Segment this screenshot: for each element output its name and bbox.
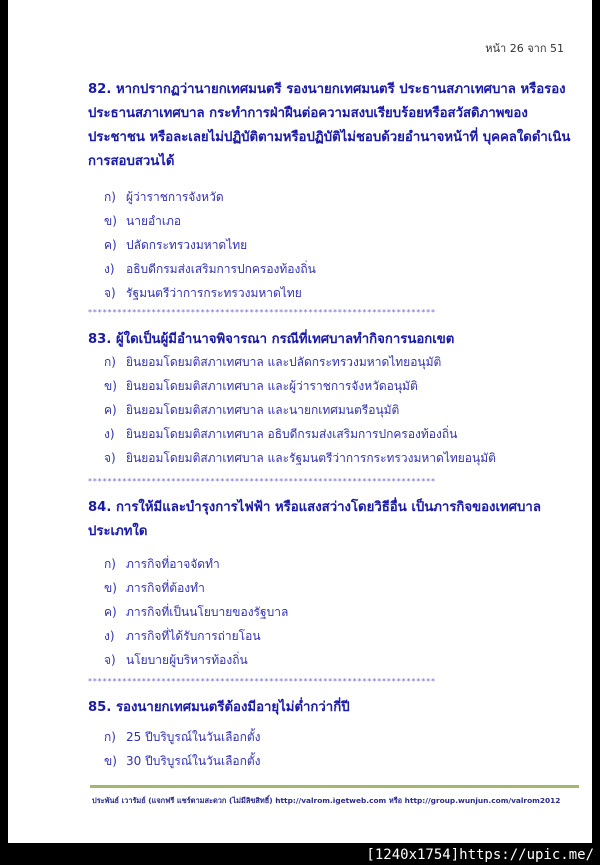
option-marker: ข) xyxy=(104,379,117,393)
option-marker: จ) xyxy=(104,286,116,300)
question-84: 84. การให้มีและบำรุงการไฟฟ้า หรือแสงสว่างโดยวิธีอื่น เป็นภารกิจของเทศบาลประเภทใด xyxy=(88,500,541,539)
option-text: 25 ปีบริบูรณ์ในวันเลือกตั้ง xyxy=(126,730,261,744)
option-text: ภารกิจที่เป็นนโยบายของรัฐบาล xyxy=(126,605,289,619)
divider: *********************************************************************** xyxy=(88,478,436,486)
question-84-options xyxy=(104,552,288,672)
option-text: ผู้ว่าราชการจังหวัด xyxy=(126,190,224,204)
question-82: 82. หากปรากฏว่านายกเทศมนตรี รองนายกเทศมนตรี ประธานสภาเทศบาล หรือรองประธานสภาเทศบาล กระทำการฝ่าฝืนต่อความสงบเรียบร้อยหรือสวัสดิภาพของประชาชน หรือละเลยไม่ปฏิบัติตามหรือปฏิบัติไม่ชอบด้วยอำนาจหน้าที่ บุคคลใดดำเนินการสอบสวนได้ xyxy=(88,82,571,169)
option-text: อธิบดีกรมส่งเสริมการปกครองท้องถิ่น xyxy=(126,262,316,276)
option xyxy=(104,749,261,773)
option-text: ยินยอมโดยมติสภาเทศบาล และปลัดกระทรวงมหาดไทยอนุมัติ xyxy=(126,355,442,369)
watermark: [1240x1754]https://upic.me/ xyxy=(366,847,594,863)
option-marker: จ) xyxy=(104,451,116,465)
footer-credit: ประพันธ์ เวารัมย์ (แจกฟรี แชร์ตามสะดวก (ไม่มีลิขสิทธิ์) http://valrom.igetweb.com หรือ http://group.wunjun.com/valrom2012 xyxy=(92,796,561,805)
option-marker: ข) xyxy=(104,214,117,228)
option xyxy=(104,281,316,305)
option xyxy=(104,446,496,470)
option-marker: ค) xyxy=(104,238,117,252)
option xyxy=(104,398,496,422)
option-marker: ก) xyxy=(104,730,116,744)
option-text: รัฐมนตรีว่าการกระทรวงมหาดไทย xyxy=(126,286,302,300)
option-text: ภารกิจที่ได้รับการถ่ายโอน xyxy=(126,629,261,643)
option xyxy=(104,233,316,257)
option xyxy=(104,600,288,624)
option-marker: ข) xyxy=(104,754,117,768)
option-text: นายอำเภอ xyxy=(126,214,182,228)
option xyxy=(104,576,288,600)
page-number: หน้า 26 จาก 51 xyxy=(485,42,564,55)
option-marker: ข) xyxy=(104,581,117,595)
option-marker: ค) xyxy=(104,605,117,619)
option-text: ภารกิจที่อาจจัดทำ xyxy=(126,557,220,571)
option xyxy=(104,422,496,446)
question-85-options xyxy=(104,725,261,773)
option-marker: ง) xyxy=(104,427,115,441)
question-83-options xyxy=(104,350,496,470)
option-text: ปลัดกระทรวงมหาดไทย xyxy=(126,238,248,252)
option-marker: ก) xyxy=(104,355,116,369)
option-marker: จ) xyxy=(104,653,116,667)
option-text: ยินยอมโดยมติสภาเทศบาล และนายกเทศมนตรีอนุมัติ xyxy=(126,403,400,417)
option-text: ยินยอมโดยมติสภาเทศบาล อธิบดีกรมส่งเสริมการปกครองท้องถิ่น xyxy=(126,427,458,441)
option-text: ยินยอมโดยมติสภาเทศบาล และผู้ว่าราชการจังหวัดอนุมัติ xyxy=(126,379,418,393)
question-83: 83. ผู้ใดเป็นผู้มีอำนาจพิจารณา กรณีที่เทศบาลทำกิจการนอกเขต xyxy=(88,332,455,347)
option-marker: ก) xyxy=(104,190,116,204)
option xyxy=(104,209,316,233)
option xyxy=(104,624,288,648)
option-marker: ก) xyxy=(104,557,116,571)
option-text: นโยบายผู้บริหารท้องถิ่น xyxy=(126,653,248,667)
option xyxy=(104,350,496,374)
divider: *********************************************************************** xyxy=(88,309,436,317)
option-marker: ค) xyxy=(104,403,117,417)
question-82-options xyxy=(104,185,316,305)
divider: *********************************************************************** xyxy=(88,678,436,686)
option-text: 30 ปีบริบูรณ์ในวันเลือกตั้ง xyxy=(126,754,261,768)
option xyxy=(104,374,496,398)
option xyxy=(104,725,261,749)
option xyxy=(104,552,288,576)
question-85: 85. รองนายกเทศมนตรีต้องมีอายุไม่ต่ำกว่ากี่ปี xyxy=(88,700,350,715)
option-marker: ง) xyxy=(104,629,115,643)
option-marker: ง) xyxy=(104,262,115,276)
option xyxy=(104,648,288,672)
option xyxy=(104,185,316,209)
option xyxy=(104,257,316,281)
option-text: ยินยอมโดยมติสภาเทศบาล และรัฐมนตรีว่าการกระทรวงมหาดไทยอนุมัติ xyxy=(126,451,496,465)
footer-rule xyxy=(90,785,579,788)
option-text: ภารกิจที่ต้องทำ xyxy=(126,581,205,595)
document-page xyxy=(8,0,592,843)
